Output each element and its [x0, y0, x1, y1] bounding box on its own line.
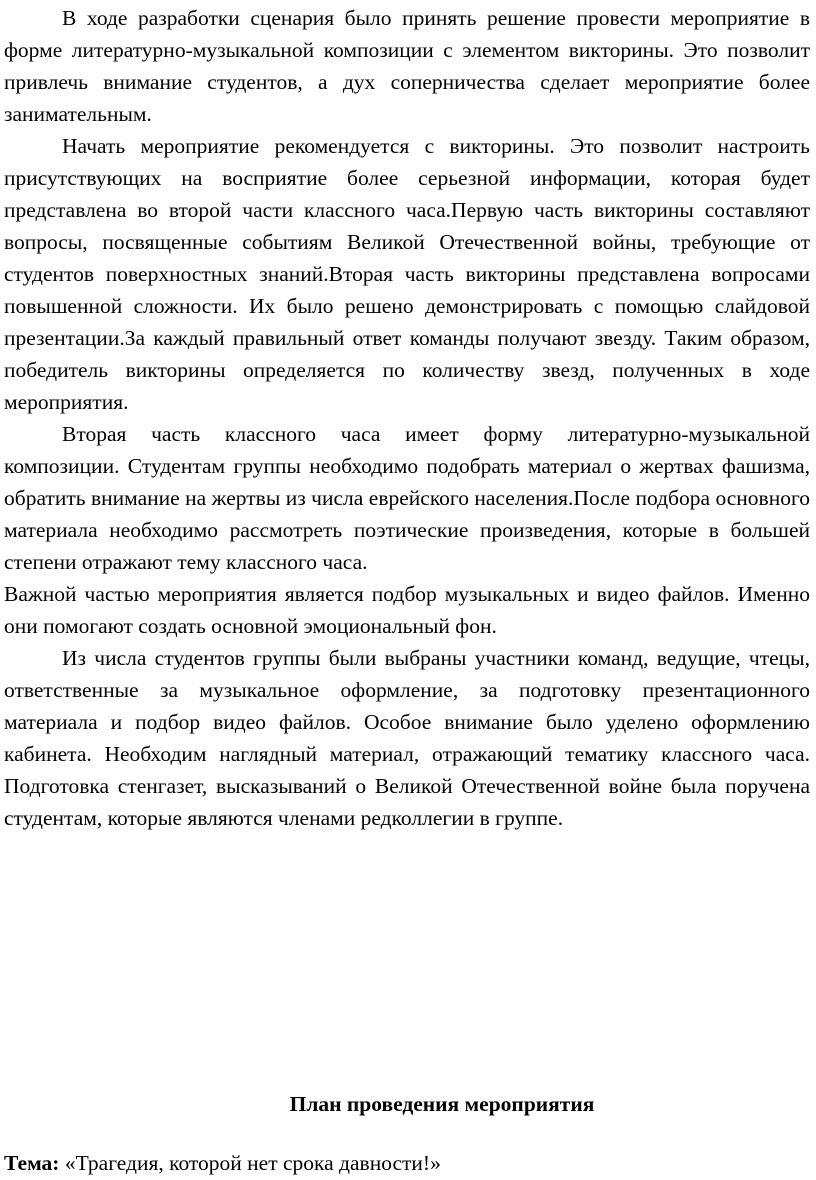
- topic-value: «Трагедия, которой нет срока давности!»: [59, 1151, 441, 1175]
- paragraph-literary-composition: Вторая часть классного часа имеет форму литературно-музыкальной композиции. Студентам группы необходимо подобрать материал о жертвах фашизма, обратить внимание на жертвы из числа еврейского населения.После подбора основного материала необходимо рассмотреть поэтические произведения, которые в большей степени отражают тему классного часа.: [4, 422, 810, 574]
- document-page: [4, 0, 810, 1180]
- paragraph-media-files: Важной частью мероприятия является подбор музыкальных и видео файлов. Именно они помогают создать основной эмоциональный фон.: [4, 582, 810, 638]
- topic-line: [4, 1147, 441, 1179]
- topic-label: Тема:: [4, 1151, 60, 1175]
- plan-heading: План проведения мероприятия: [289, 1092, 595, 1116]
- paragraph-quiz-description: Начать мероприятие рекомендуется с викторины. Это позволит настроить присутствующих на восприятие более серьезной информации, которая будет представлена во второй части классного часа.Первую часть викторины составляют вопросы, посвященные событиям Великой Отечественной войны, требующие от студентов поверхностных знаний.Вторая часть викторины представлена вопросами повышенной сложности. Их было решено демонстрировать с помощью слайдовой презентации.За каждый правильный ответ команды получают звезду. Таким образом, победитель викторины определяется по количеству звезд, полученных в ходе мероприятия.: [4, 134, 810, 414]
- paragraph-participants: Из числа студентов группы были выбраны участники команд, ведущие, чтецы, ответственные за музыкальное оформление, за подготовку презентационного материала и подбор видео файлов. Особое внимание было уделено оформлению кабинета. Необходим наглядный материал, отражающий тематику классного часа. Подготовка стенгазет, высказываний о Великой Отечественной войне была поручена студентам, которые являются членами редколлегии в группе.: [4, 646, 810, 830]
- body-text: [4, 2, 810, 834]
- paragraph-scenario-decision: В ходе разработки сценария было принять решение провести мероприятие в форме литературно-музыкальной композиции с элементом викторины. Это позволит привлечь внимание студентов, а дух соперничества сделает мероприятие более занимательным.: [4, 6, 810, 126]
